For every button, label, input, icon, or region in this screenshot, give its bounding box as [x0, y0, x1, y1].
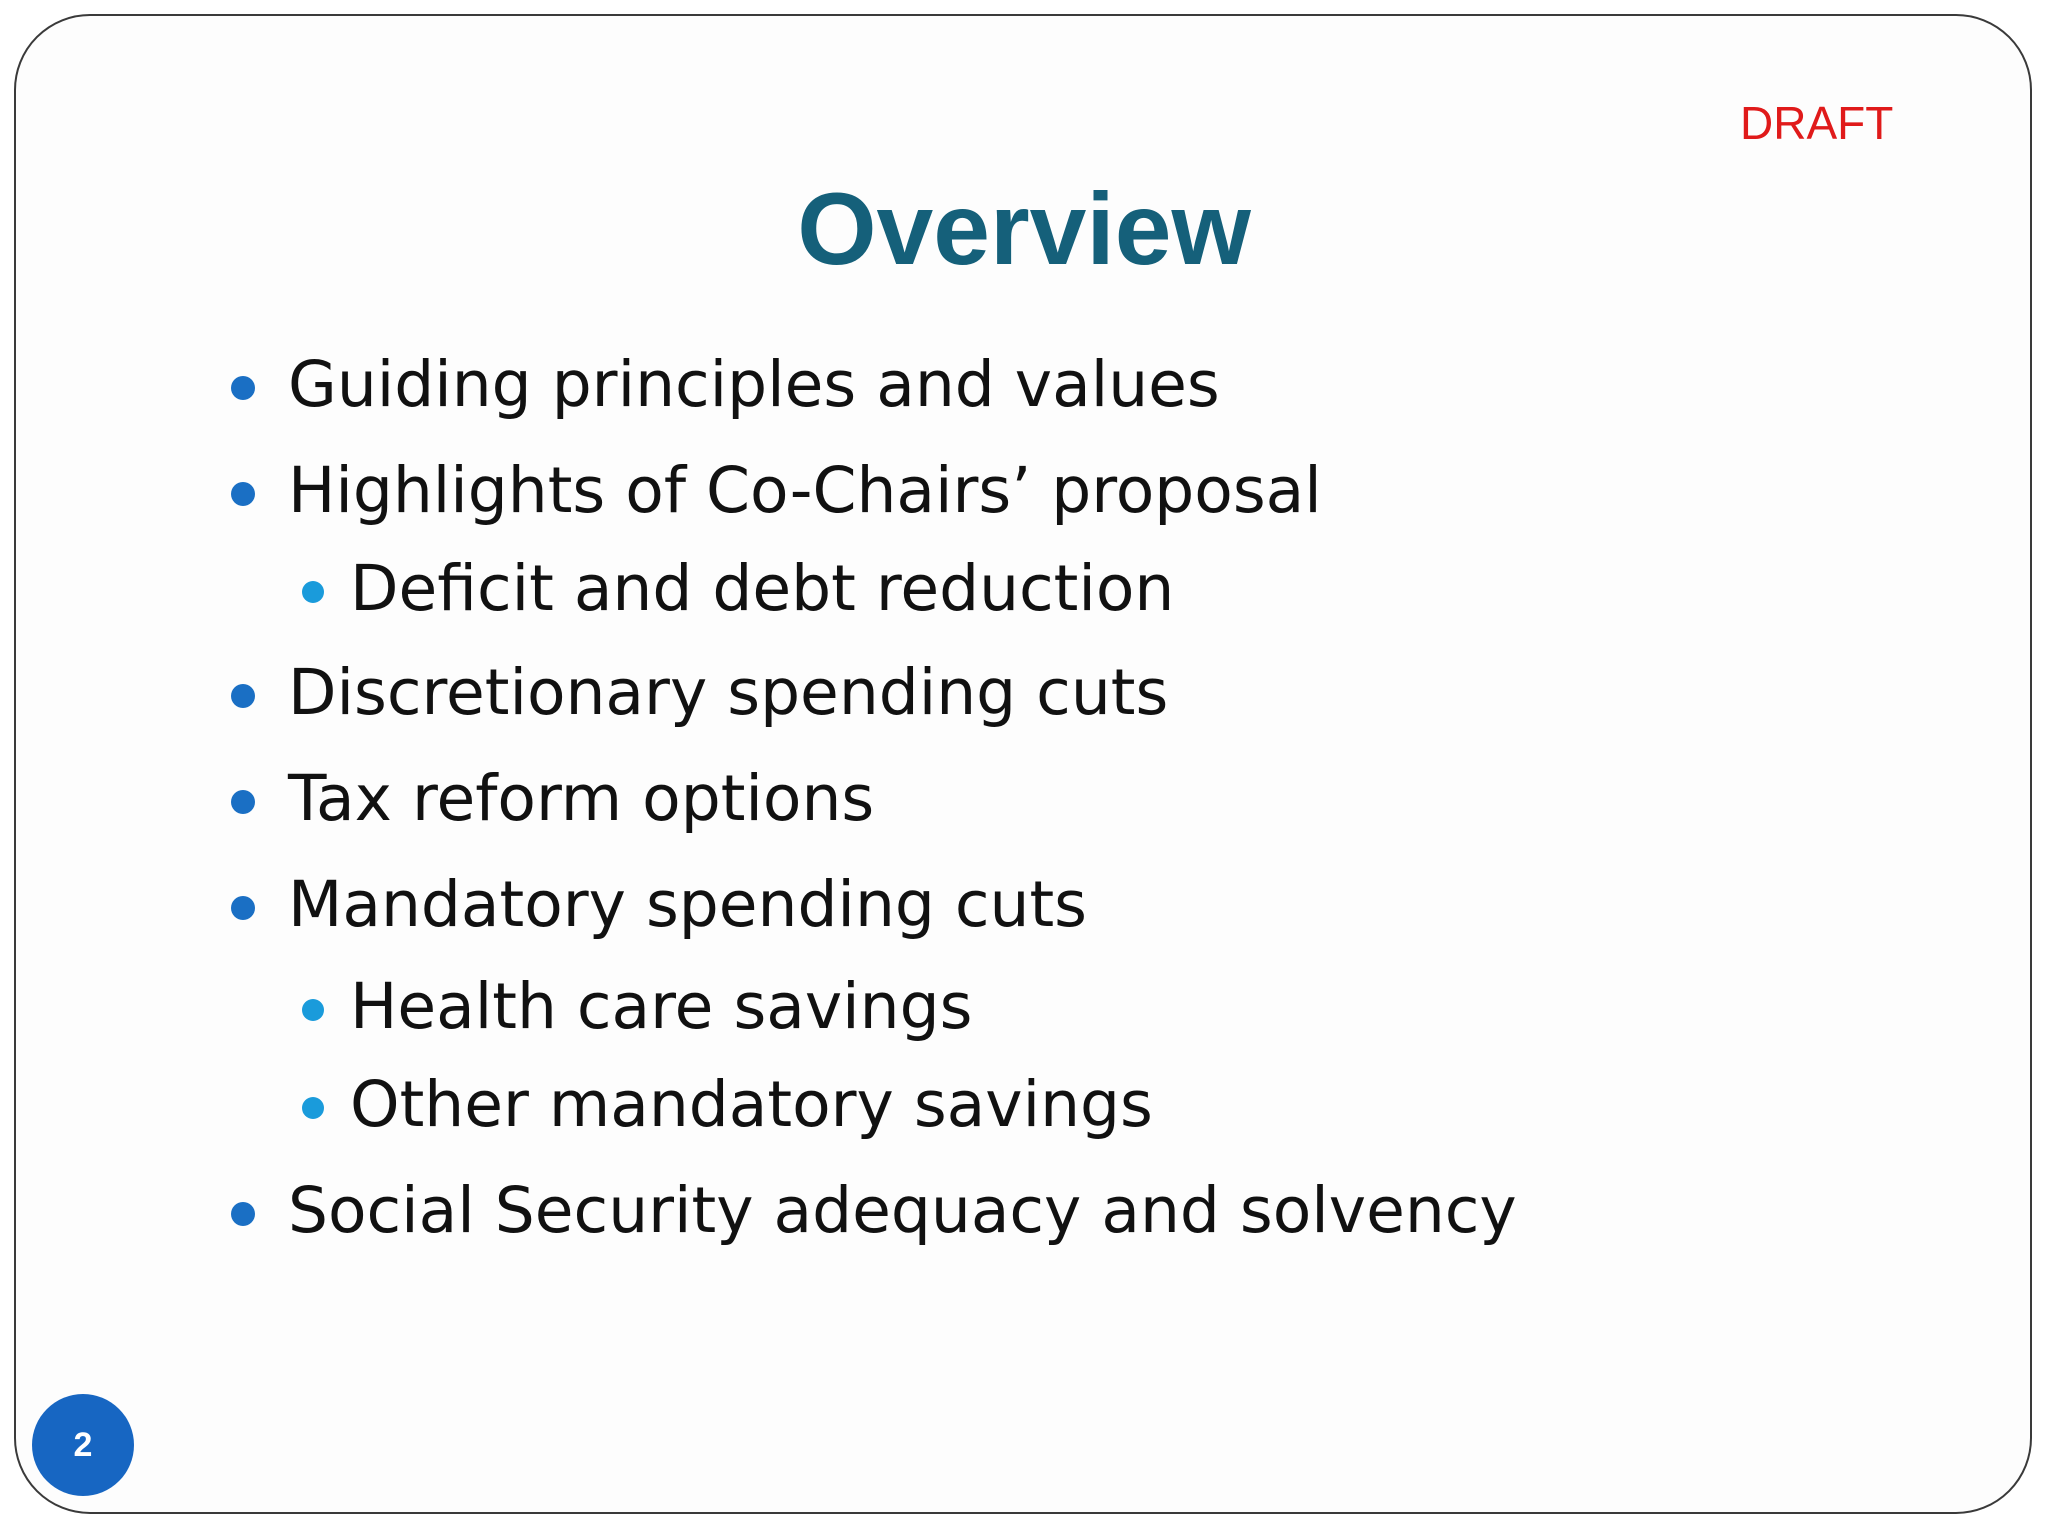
sub-bullet-item-deficit: Deficit and debt reduction	[350, 552, 1175, 625]
bullet-item-discretionary: Discretionary spending cuts	[288, 656, 1169, 729]
bullet-dot-icon	[231, 482, 255, 506]
sub-bullet-item-health-care: Health care savings	[350, 970, 973, 1043]
bullet-item-guiding-principles: Guiding principles and values	[288, 348, 1220, 421]
bullet-item-mandatory: Mandatory spending cuts	[288, 868, 1087, 941]
bullet-item-tax-reform: Tax reform options	[288, 762, 875, 835]
sub-bullet-item-other-mandatory: Other mandatory savings	[350, 1068, 1153, 1141]
sub-bullet-dot-icon	[302, 581, 324, 603]
bullet-dot-icon	[231, 896, 255, 920]
page-number-badge: 2	[32, 1394, 134, 1496]
draft-label: DRAFT	[1740, 97, 1894, 149]
bullet-dot-icon	[231, 1202, 255, 1226]
sub-bullet-dot-icon	[302, 999, 324, 1021]
sub-bullet-dot-icon	[302, 1097, 324, 1119]
bullet-dot-icon	[231, 684, 255, 708]
slide-title: Overview	[797, 172, 1251, 286]
bullet-dot-icon	[231, 376, 255, 400]
bullet-dot-icon	[231, 790, 255, 814]
bullet-item-highlights: Highlights of Co-Chairs’ proposal	[288, 454, 1322, 527]
bullet-item-social-security: Social Security adequacy and solvency	[288, 1174, 1517, 1247]
